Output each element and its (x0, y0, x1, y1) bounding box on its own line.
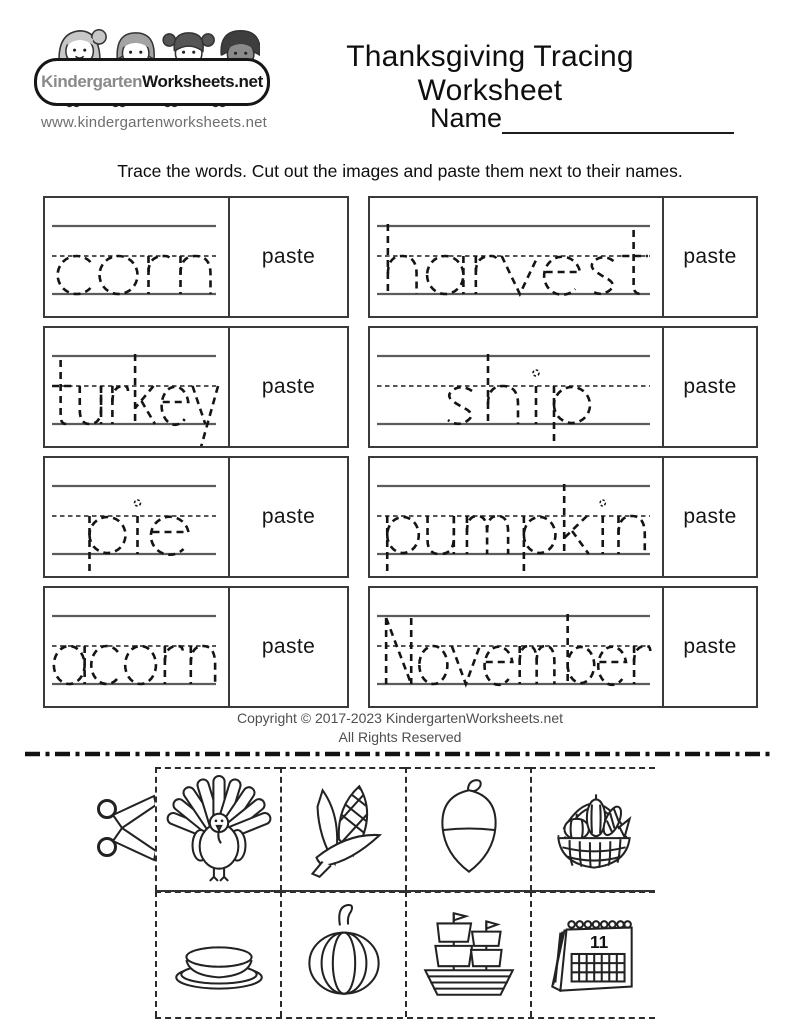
cutout-cell (280, 767, 405, 891)
copyright-block (0, 709, 800, 747)
name-field (430, 102, 734, 134)
ship-image (413, 899, 525, 1011)
cutout-cell (155, 767, 280, 891)
paste-label: paste (662, 198, 756, 316)
trace-box-pie (43, 456, 349, 578)
cutout-cell (405, 767, 530, 891)
trace-box-acorn (43, 586, 349, 708)
trace-row (43, 196, 758, 318)
cutout-cell (530, 767, 655, 891)
rights-line: All Rights Reserved (338, 729, 462, 745)
harvest-basket-image (538, 774, 650, 886)
cutout-cell (530, 891, 655, 1017)
trace-box-turkey (43, 326, 349, 448)
paste-label: paste (228, 458, 347, 576)
logo-text-gray: Kindergarten (41, 72, 143, 91)
trace-row (43, 456, 758, 578)
trace-word-cell (45, 328, 228, 446)
paste-label: paste (662, 328, 756, 446)
logo-text-black: Worksheets.net (142, 72, 263, 91)
cutout-cell (405, 891, 530, 1017)
trace-word-cell (45, 588, 228, 706)
name-label: Name (430, 103, 503, 133)
name-blank-line (502, 102, 734, 134)
trace-box-pumpkin (368, 456, 758, 578)
trace-word-cell (370, 588, 662, 706)
scissors-icon (96, 788, 160, 868)
trace-word-cell (370, 328, 662, 446)
calendar-image (538, 899, 650, 1011)
paste-label: paste (228, 328, 347, 446)
logo-banner (34, 58, 270, 106)
trace-row (43, 326, 758, 448)
instruction-text: Trace the words. Cut out the images and paste them next to their names. (117, 161, 683, 181)
cutout-grid (155, 767, 655, 1019)
trace-box-november (368, 586, 758, 708)
website-url: www.kindergartenworksheets.net (40, 114, 268, 131)
calendar-month-number: 11 (589, 931, 608, 952)
cutout-cell (155, 891, 280, 1017)
trace-grid (43, 196, 758, 708)
trace-word-cell (45, 198, 228, 316)
cutout-row-separator (155, 890, 655, 892)
page-title: Thanksgiving Tracing Worksheet (346, 40, 634, 107)
cutout-cell (280, 891, 405, 1017)
trace-row (43, 586, 758, 708)
trace-box-corn (43, 196, 349, 318)
trace-box-ship (368, 326, 758, 448)
acorn-image (413, 774, 525, 886)
trace-word-cell (370, 198, 662, 316)
cut-line (25, 750, 775, 758)
paste-label: paste (228, 588, 347, 706)
trace-word-cell (370, 458, 662, 576)
copyright-line: Copyright © 2017-2023 KindergartenWorksheets.net (236, 710, 564, 726)
paste-label: paste (228, 198, 347, 316)
pumpkin-image (288, 899, 400, 1011)
trace-word-cell (45, 458, 228, 576)
paste-label: paste (662, 458, 756, 576)
paste-label: paste (662, 588, 756, 706)
turkey-image (163, 774, 275, 886)
corn-image (288, 774, 400, 886)
pie-image (163, 899, 275, 1011)
trace-box-harvest (368, 196, 758, 318)
